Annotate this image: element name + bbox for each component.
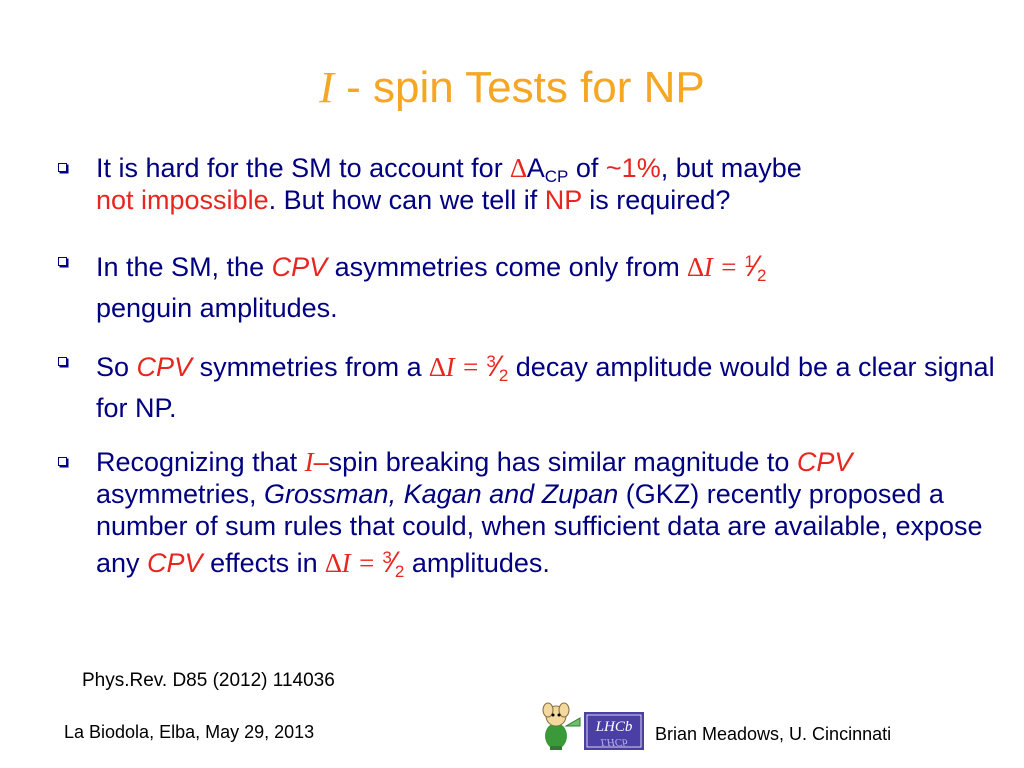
bullet-list — [58, 152, 1008, 588]
bullet-item: So CPV symmetries from a ∆I = $^3$⁄2 decay amplitude would be a clear signal for NP. — [58, 346, 1008, 424]
bullet-marker-icon — [58, 357, 67, 366]
fraction-three-halves: $^3$⁄2 — [486, 350, 509, 385]
bullet-item: It is hard for the SM to account for $\Delta A_{CP}$ of ~1%, but maybe not impossible. But how can we tell if NP is required? — [58, 152, 1008, 216]
svg-text:LHCb: LHCb — [595, 719, 633, 735]
fraction-one-half: $^1$⁄2 — [744, 250, 767, 285]
bullet-marker-icon — [58, 163, 67, 172]
svg-text:LHCb: LHCb — [600, 736, 628, 748]
fraction-three-halves: $^3$⁄2 — [382, 546, 405, 581]
lhcb-logo-icon — [584, 712, 644, 750]
bullet-marker-icon — [58, 257, 67, 266]
title-text: spin Tests for NP — [373, 63, 705, 112]
mascot-logo-icon — [536, 696, 582, 750]
reference: Phys.Rev. D85 (2012) 114036 — [82, 670, 335, 691]
slide-title — [0, 62, 1024, 113]
bullet-marker-icon — [58, 457, 67, 466]
authors: Grossman, Kagan and Zupan — [264, 479, 619, 509]
delta-symbol: ∆ — [510, 153, 527, 183]
title-dash: - — [333, 63, 373, 112]
footer-venue: La Biodola, Elba, May 29, 2013 — [64, 722, 315, 742]
title-symbol: I — [319, 63, 334, 112]
bullet-item: Recognizing that I–spin breaking has similar magnitude to CPV asymmetries, Grossman, Kagan and Zupan (GKZ) recently proposed a number of sum rules that could, when sufficient data are available, expose any CPV effects in ∆I = $^3$⁄2 amplitudes. — [58, 446, 1008, 588]
footer-author: Brian Meadows, U. Cincinnati — [655, 724, 892, 744]
bullet-item: In the SM, the CPV asymmetries come only from ∆I = $^1$⁄2 penguin amplitudes. — [58, 246, 1008, 324]
